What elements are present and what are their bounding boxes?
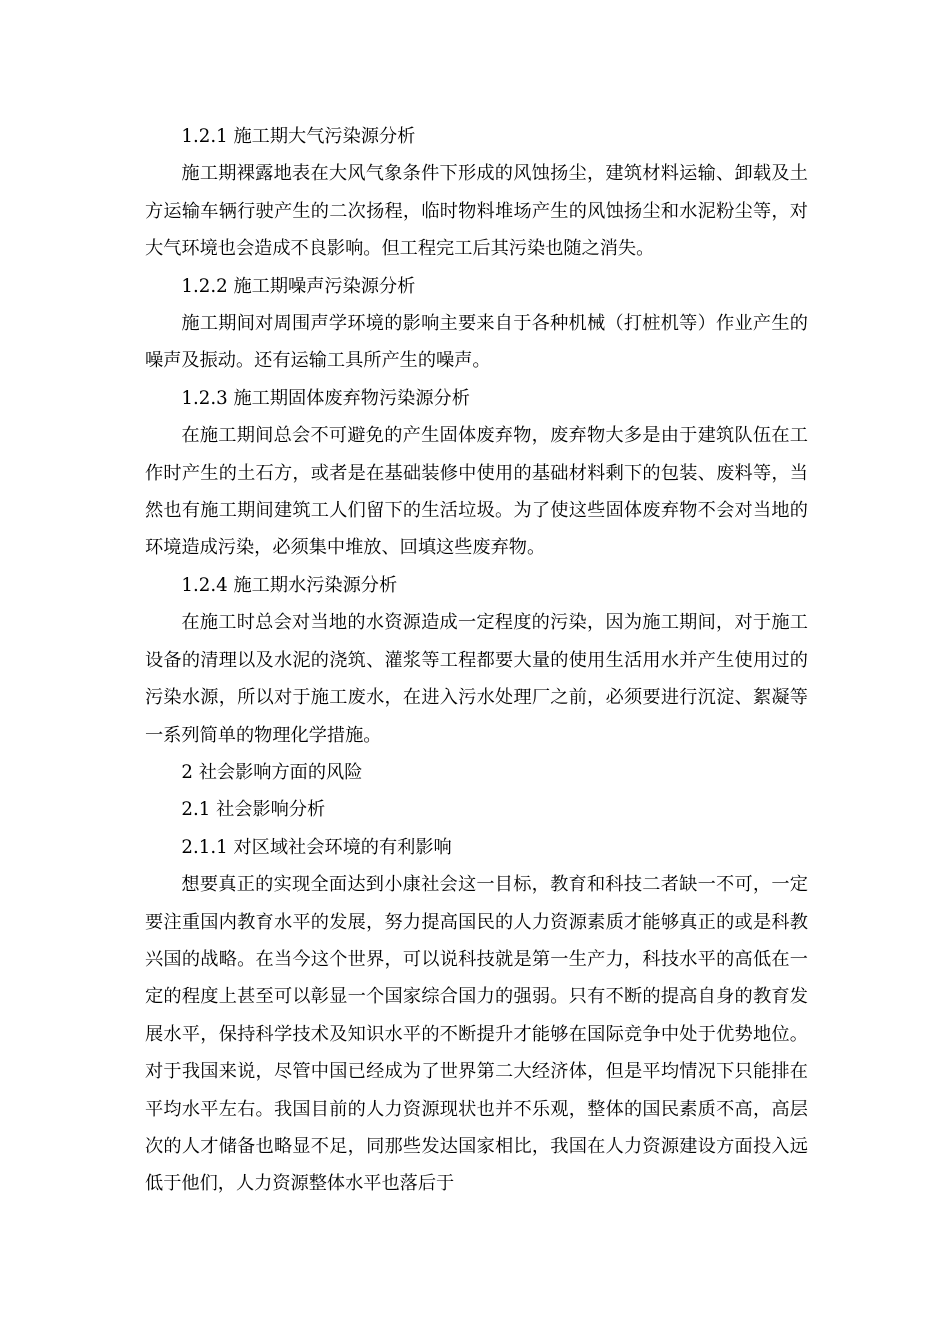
section-heading-1-2-2: 1.2.2 施工期噪声污染源分析 (181, 275, 416, 297)
section-heading-1-2-1: 1.2.1 施工期大气污染源分析 (181, 126, 416, 147)
paragraph-noise-pollution: 施工期间对周围声学环境的影响主要来自于各种机械（打桩机等）作业产生的噪声及振动。还有运输工具所产生的噪声。 (145, 313, 808, 372)
section-heading-1-2-4: 1.2.4 施工期水污染源分析 (181, 574, 398, 596)
paragraph-water-pollution: 在施工时总会对当地的水资源造成一定程度的污染，因为施工期间，对于施工设备的清理以及水泥的浇筑、灌浆等工程都要大量的使用生活用水并产生使用过的污染水源，所以对于施工废水，在进入污水处理厂之前，必须要进行沉淀、絮凝等一系列简单的物理化学措施。 (145, 612, 808, 746)
section-heading-2: 2 社会影响方面的风险 (181, 761, 363, 783)
section-heading-2-1-1: 2.1.1 对区域社会环境的有利影响 (181, 836, 452, 858)
paragraph-social-impact: 想要真正的实现全面达到小康社会这一目标，教育和科技二者缺一不可，一定要注重国内教育水平的发展，努力提高国民的人力资源素质才能够真正的或是科教兴国的战略。在当今这个世界，可以说科技就是第一生产力，科技水平的高低在一定的程度上甚至可以彰显一个国家综合国力的强弱。只有不断的提高自身的教育发展水平，保持科学技术及知识水平的不断提升才能够在国际竞争中处于优势地位。对于我国来说，尽管中国已经成为了世界第二大经济体，但是平均情况下只能排在平均水平左右。我国目前的人力资源现状也并不乐观，整体的国民素质不高，高层次的人才储备也略显不足，同那些发达国家相比，我国在人力资源建设方面投入远低于他们，人力资源整体水平也落后于 (145, 874, 808, 1195)
document-body (145, 118, 808, 1203)
paragraph-solid-waste: 在施工期间总会不可避免的产生固体废弃物，废弃物大多是由于建筑队伍在工作时产生的土石方，或者是在基础装修中使用的基础材料剩下的包装、废料等，当然也有施工期间建筑工人们留下的生活垃圾。为了使这些固体废弃物不会对当地的环境造成污染，必须集中堆放、回填这些废弃物。 (145, 425, 808, 559)
section-heading-1-2-3: 1.2.3 施工期固体废弃物污染源分析 (181, 387, 470, 409)
section-heading-2-1: 2.1 社会影响分析 (181, 799, 326, 821)
paragraph-air-pollution: 施工期裸露地表在大风气象条件下形成的风蚀扬尘，建筑材料运输、卸载及土方运输车辆行驶产生的二次扬程，临时物料堆场产生的风蚀扬尘和水泥粉尘等，对大气环境也会造成不良影响。但工程完工后其污染也随之消失。 (145, 163, 808, 260)
